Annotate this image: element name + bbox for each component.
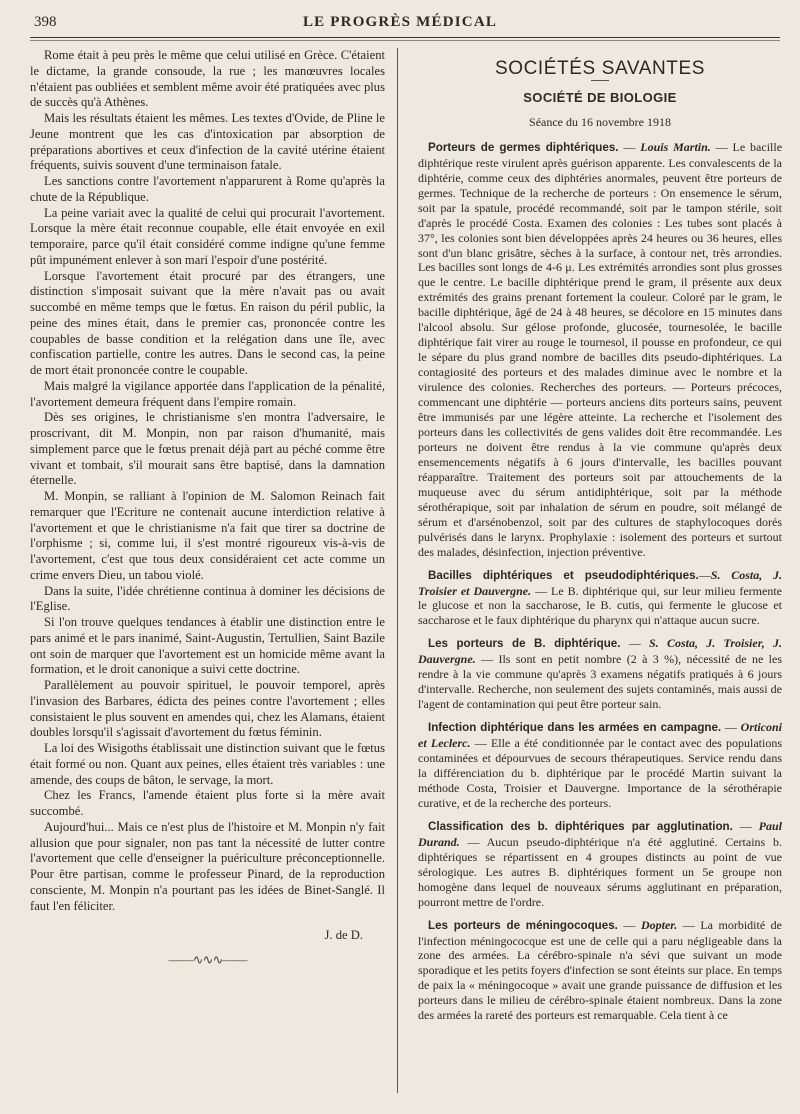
abstract: Les porteurs de B. diphtérique. — S. Costa, J. Troisier, J. Dauvergne. — Ils sont en petit nombre (2 à 3 %), nécessité de ne les rendre à la vie commune qu'après 3 examens négatifs pratiqués à 6 jours d'intervalle. Recherche, non seulement des sujets contaminés, mais aussi de l'agent de contamination qui peut être porteur sain.	[418, 636, 782, 712]
paragraph: Rome était à peu près le même que celui utilisé en Grèce. C'étaient le dictame, la grande consoude, la rue ; les manœuvres locales n'étaient pas oubliées et semblent même avoir été pratiquées avec plus de succès qu'à Athènes.	[30, 48, 385, 110]
running-head: LE PROGRÈS MÉDICAL	[302, 14, 498, 30]
header-rule-secondary	[30, 40, 780, 41]
right-column	[418, 58, 783, 1031]
paragraph: La loi des Wisigoths établissait une distinction suivant que le fœtus était formé ou non. Quant aux peines, elles étaient très variables : une amende, des coups de bâton, le servage, la mort.	[30, 741, 385, 787]
abstract-title: Infection diphtérique dans les armées en campagne.	[428, 721, 722, 735]
abstract-title: Les porteurs de B. diphtérique.	[428, 637, 621, 651]
abstract-title: Bacilles diphtériques et pseudodiphtériques.	[428, 568, 699, 582]
column-divider	[397, 48, 398, 1093]
paragraph: Parallèlement au pouvoir spirituel, le pouvoir temporel, après l'invasion des Barbares, édicta des peines contre l'avortement ; elles consistaient le plus souvent en amendes qui, chez les Alamans, étaient doubles lorsqu'il s'agissait d'avortement du fœtus féminin.	[30, 678, 385, 740]
abstract: Infection diphtérique dans les armées en campagne. — Orticoni et Leclerc. — Elle a été conditionnée par le contact avec des populations contaminées et dépourvues de secours thérapeutiques. Service rendu dans la différenciation du b. diphtérique par le procédé Martin suivant la méthode Costa, Troisier et Dauvergne. Importance de la sérothérapie curative, et de la recherche des porteurs.	[418, 720, 783, 810]
section-title: SOCIÉTÉS SAVANTES	[494, 58, 706, 79]
society-title: SOCIÉTÉ DE BIOLOGIE	[523, 89, 677, 105]
abstract-authors: Louis Martin.	[640, 139, 711, 154]
paragraph: Dans la suite, l'idée chrétienne continua à dominer les décisions de l'Eglise.	[30, 583, 385, 614]
left-column	[30, 48, 385, 968]
abstract: Bacilles diphtériques et pseudodiphtériques.—S. Costa, J. Troisier et Dauvergne. — Le B. diphtérique qui, sur leur milieu fermente le glucose et non la saccharose, le B. cutis, qui fermente le glucose et saccharose et le faux diphtérique du pharynx qui n'attaque aucun sucre.	[418, 567, 782, 628]
abstract-body: Le bacille diphtérique reste virulent après guérison apparente. Les convalescents de la diphtérie, comme ceux des diphtéries anormales, peuvent être porteurs de germes. Technique de la recherche de porteurs : On ensemence le sérum, soit par la spatule, procédé recommandé, soit par le tampon stérile, soit d'après le procédé Costa. Examen des colonies : Les tubes sont placés à 37°, les colonies sont bien développées après 24 heures ou 36 heures, elles sont d'un blanc grisâtre, sèches à la surface, à contour net, très arrondies. Les bacilles sont longs de 4-6 μ. Les extrémités arrondies sont plus grosses que le centre. Le bacille diphtérique prend le gram, il présente aux deux extrémités des grains prenant fortement la couleur. Coloré par le gram, le bacille diphtérique, âgé de 24 à 48 heures, se décolore en 15 minutes dans l'alcool absolu. Sur gélose profonde, glucosée, tournesolée, le bacille diphtérique fait virer au rouge le tournesol, il pousse en profondeur, ce qui le sépare du plus grand nombre de bacilles dits pseudo-diphtériques. La contagiosité des porteurs et des malades diminue avec le nombre et la virulence des colonies. Recherches des porteurs. — Porteurs précoces, commencant une diphtérie — porteurs anciens dits porteurs sains, peuvent être immunisés par une légère atteinte. La recherche et l'isolement des porteurs dans les collectivités de gens valides doit être recommandée. Les porteurs ne doivent être rendus à la vie commune qu'après deux ensemencements négatifs à 6 jours d'intervalle, les bacilles pouvant réapparaître. Traitement des porteurs soit par attouchements de la muqueuse avec du sérum antidiphtérique, soit par la méthode sérothérapique, soit par inhalation de sérum en poudre, soit mélangé de sérum et d'arsénobenzol, soit par des cultures de staphylocoques dorés pulvérisés dans le larynx. Prophylaxie : isolement des porteurs et surtout des malades, désinfection, injection préventive.	[418, 139, 783, 559]
paragraph: Lorsque l'avortement était procuré par des étrangers, une distinction s'imposait suivant que la mère n'avait pas ou avait succombé en même temps que le fœtus. En raison du péril public, la peine des mines était, dans le premier cas, prononcée contre les coupables de basse condition et la relégation dans une île, avec confiscation partielle, contre les autres. Dans le second cas, la peine de mort était prononcée contre le coupable.	[30, 268, 385, 377]
page-number: 398	[34, 14, 57, 30]
session-date: Séance du 16 novembre 1918	[529, 114, 671, 129]
abstract-title: Classification des b. diphtériques par agglutination.	[428, 819, 733, 833]
abstract-authors: Orticoni et Leclerc.	[418, 720, 783, 751]
abstract-authors: S. Costa, J. Troisier et Dauvergne.	[418, 567, 782, 598]
paragraph: Dès ses origines, le christianisme s'en montra l'adversaire, le proscrivant, dit M. Monpin, non par raison d'humanité, mais simplement parce que le fœtus prenait déjà part au péché comme être vivant et tombait, s'il mourait sans être baptisé, dans la damnation éternelle.	[30, 410, 385, 488]
abstract-title: Les porteurs de méningocoques.	[428, 918, 618, 932]
abstract-title: Porteurs de germes diphtériques.	[428, 140, 619, 154]
abstract-body: Ils sont en petit nombre (2 à 3 %), nécessité de ne les rendre à la vie commune qu'après 3 examens négatifs pratiqués à 6 jours d'intervalle. Recherche, non seulement des sujets contaminés, mais aussi de l'agent de contamination qui peut être porteur sain.	[418, 652, 782, 712]
abstract-body: Aucun pseudo-diphtérique n'a été agglutiné. Certains b. diphtériques se répartissent en 4 groupes distincts au point de vue sérologique. Les autres B. diphtériques forment un 5e groupe non homogène dans lequel de nouveaux sérums agglutinant en préparation, pourront mettre de l'ordre.	[418, 834, 782, 909]
abstract: Porteurs de germes diphtériques. — Louis Martin. — Le bacille diphtérique reste virulent après guérison apparente. Les convalescents de la diphtérie, comme ceux des diphtéries anormales, peuvent être porteurs de germes. Technique de la recherche de porteurs : On ensemence le sérum, soit par la spatule, procédé recommandé, soit par le tampon stérile, soit d'après le procédé Costa. Examen des colonies : Les tubes sont placés à 37°, les colonies sont bien développées après 24 heures ou 36 heures, elles sont d'un blanc grisâtre, sèches à la surface, à contour net, très arrondies. Les bacilles sont longs de 4-6 μ. Les extrémités arrondies sont plus grosses que le centre. Le bacille diphtérique prend le gram, il présente aux deux extrémités des grains prenant fortement la couleur. Coloré par le gram, le bacille diphtérique, âgé de 24 à 48 heures, se décolore en 15 minutes dans l'alcool absolu. Sur gélose profonde, glucosée, tournesolée, le bacille diphtérique fait virer au rouge le tournesol, il pousse en profondeur, ce qui le sépare du plus grand nombre de bacilles dits pseudo-diphtériques. La contagiosité des porteurs et des malades diminue avec le nombre et la virulence des colonies. Recherches des porteurs. — Porteurs précoces, commencant une diphtérie — porteurs anciens dits porteurs sains, peuvent être immunisés par une légère atteinte. La recherche et l'isolement des porteurs dans les collectivités de gens valides doit être recommandée. Les porteurs ne doivent être rendus à la vie commune qu'après deux ensemencements négatifs à 6 jours d'intervalle, les bacilles pouvant réapparaître. Traitement des porteurs soit par attouchements de la muqueuse avec du sérum antidiphtérique, soit par la méthode sérothérapique, soit par inhalation de sérum en poudre, soit mélangé de sérum et d'arsénobenzol, soit par des cultures de staphylocoques dorés pulvérisés dans le larynx. Prophylaxie : isolement des porteurs et surtout des malades, désinfection, injection préventive.	[418, 139, 783, 559]
abstract-body: Le B. diphtérique qui, sur leur milieu fermente le glucose et non la saccharose, le B. cutis, qui fermente le glucose et saccharose et le faux diphtérique du pharynx qui n'attaque aucun sucre.	[418, 583, 782, 628]
article-signature: J. de D.	[324, 928, 363, 943]
paragraph: Mais les résultats étaient les mêmes. Les textes d'Ovide, de Pline le Jeune montrent que les cas d'intoxication par absorption de préparations abortives et ceux d'infection de la cavité utérine étaient fréquents, suivis souvent d'une terminaison fatale.	[30, 111, 385, 173]
abstract-authors: S. Costa, J. Troisier, J. Dauvergne.	[418, 636, 782, 667]
abstract-authors: Dopter.	[640, 917, 678, 932]
abstract-body: La morbidité de l'infection méningococque est une de celle qui a paru négligeable dans la zone des armées. La cérébro-spinale n'a sévi que suivant un mode sporadique et les petits foyers d'infection se sont éteints sur place. En temps de paix la « méningocoque » avait une grande puissance de diffusion et les porteurs dans le milieu de cérébro-spinale étaient nombreux. Dans la zone des armées la rareté des porteurs est remarquable. Cela tient à ce	[418, 917, 783, 1023]
paragraph: Mais malgré la vigilance apportée dans l'application de la pénalité, l'avortement demeura fréquent dans l'empire romain.	[30, 378, 385, 409]
paragraph: Les sanctions contre l'avortement n'apparurent à Rome qu'après la chute de la République.	[30, 174, 385, 204]
section-rule	[591, 80, 609, 81]
abstract: Classification des b. diphtériques par agglutination. — Paul Durand. — Aucun pseudo-diphtérique n'a été agglutiné. Certains b. diphtériques se répartissent en 4 groupes distincts au point de vue sérologique. Les autres B. diphtériques forment un 5e groupe non homogène dans lequel de nouveaux sérums agglutinant en préparation, pourront mettre de l'ordre.	[418, 818, 782, 909]
abstract-authors: Paul Durand.	[418, 818, 782, 849]
paragraph: La peine variait avec la qualité de celui qui procurait l'avortement. Lorsque la mère était reconnue coupable, elle était envoyée en exil temporaire, parce qu'il était considéré comme indigne qu'une femme pût impunément enlever à son mari l'espoir d'une postérité.	[30, 205, 385, 267]
abstract-body: Elle a été conditionnée par le contact avec des populations contaminées et dépourvues de secours thérapeutiques. Service rendu dans la différenciation du b. diphtérique par le procédé Martin suivant la méthode Costa, Troisier et Dauvergne. Importance de la sérothérapie curative, et de la recherche des porteurs.	[418, 736, 783, 810]
end-ornament: ——∿∿∿——	[168, 952, 247, 967]
paragraph: Chez les Francs, l'amende étaient plus forte si la mère avait succombé.	[30, 788, 385, 818]
header-rule	[30, 37, 780, 38]
paragraph: M. Monpin, se ralliant à l'opinion de M. Salomon Reinach fait remarquer que l'Ecriture ne contenait aucune interdiction relative à l'avortement et que le christianisme n'a fait que tirer sa doctrine de l'orphisme ; si, comme lui, il s'est montré rigoureux vis-à-vis de l'avortement, c'est que tous deux considéraient cet acte comme un crime envers Dieu, un tabou violé.	[30, 489, 385, 582]
paragraph: Si l'on trouve quelques tendances à établir une distinction entre le pars animé et le pars inanimé, Saint-Augustin, Tertullien, Saint Bazile ont soin de marquer que l'avortement est un homicide même avant la formation, et le droit canonique a suivi cette doctrine.	[30, 615, 385, 677]
abstract: Les porteurs de méningocoques. — Dopter. — La morbidité de l'infection méningococque est une de celle qui a paru négligeable dans la zone des armées. La cérébro-spinale n'a sévi que suivant un mode sporadique et les petits foyers d'infection se sont éteints sur place. En temps de paix la « méningocoque » avait une grande puissance de diffusion et les porteurs dans le milieu de cérébro-spinale étaient nombreux. Dans la zone des armées la rareté des porteurs est remarquable. Cela tient à ce	[418, 917, 783, 1023]
paragraph: Aujourd'hui... Mais ce n'est plus de l'histoire et M. Monpin n'y fait allusion que pour signaler, non pas tant la nécessité de lutter contre l'avortement que celle d'enseigner la puériculture préconceptionnelle. Pour être partisan, comme le professeur Pinard, de la reproduction consciente, M. Monpin n'a pourtant pas les idées de Binet-Sanglé. Il faut l'en féliciter.	[30, 819, 385, 913]
